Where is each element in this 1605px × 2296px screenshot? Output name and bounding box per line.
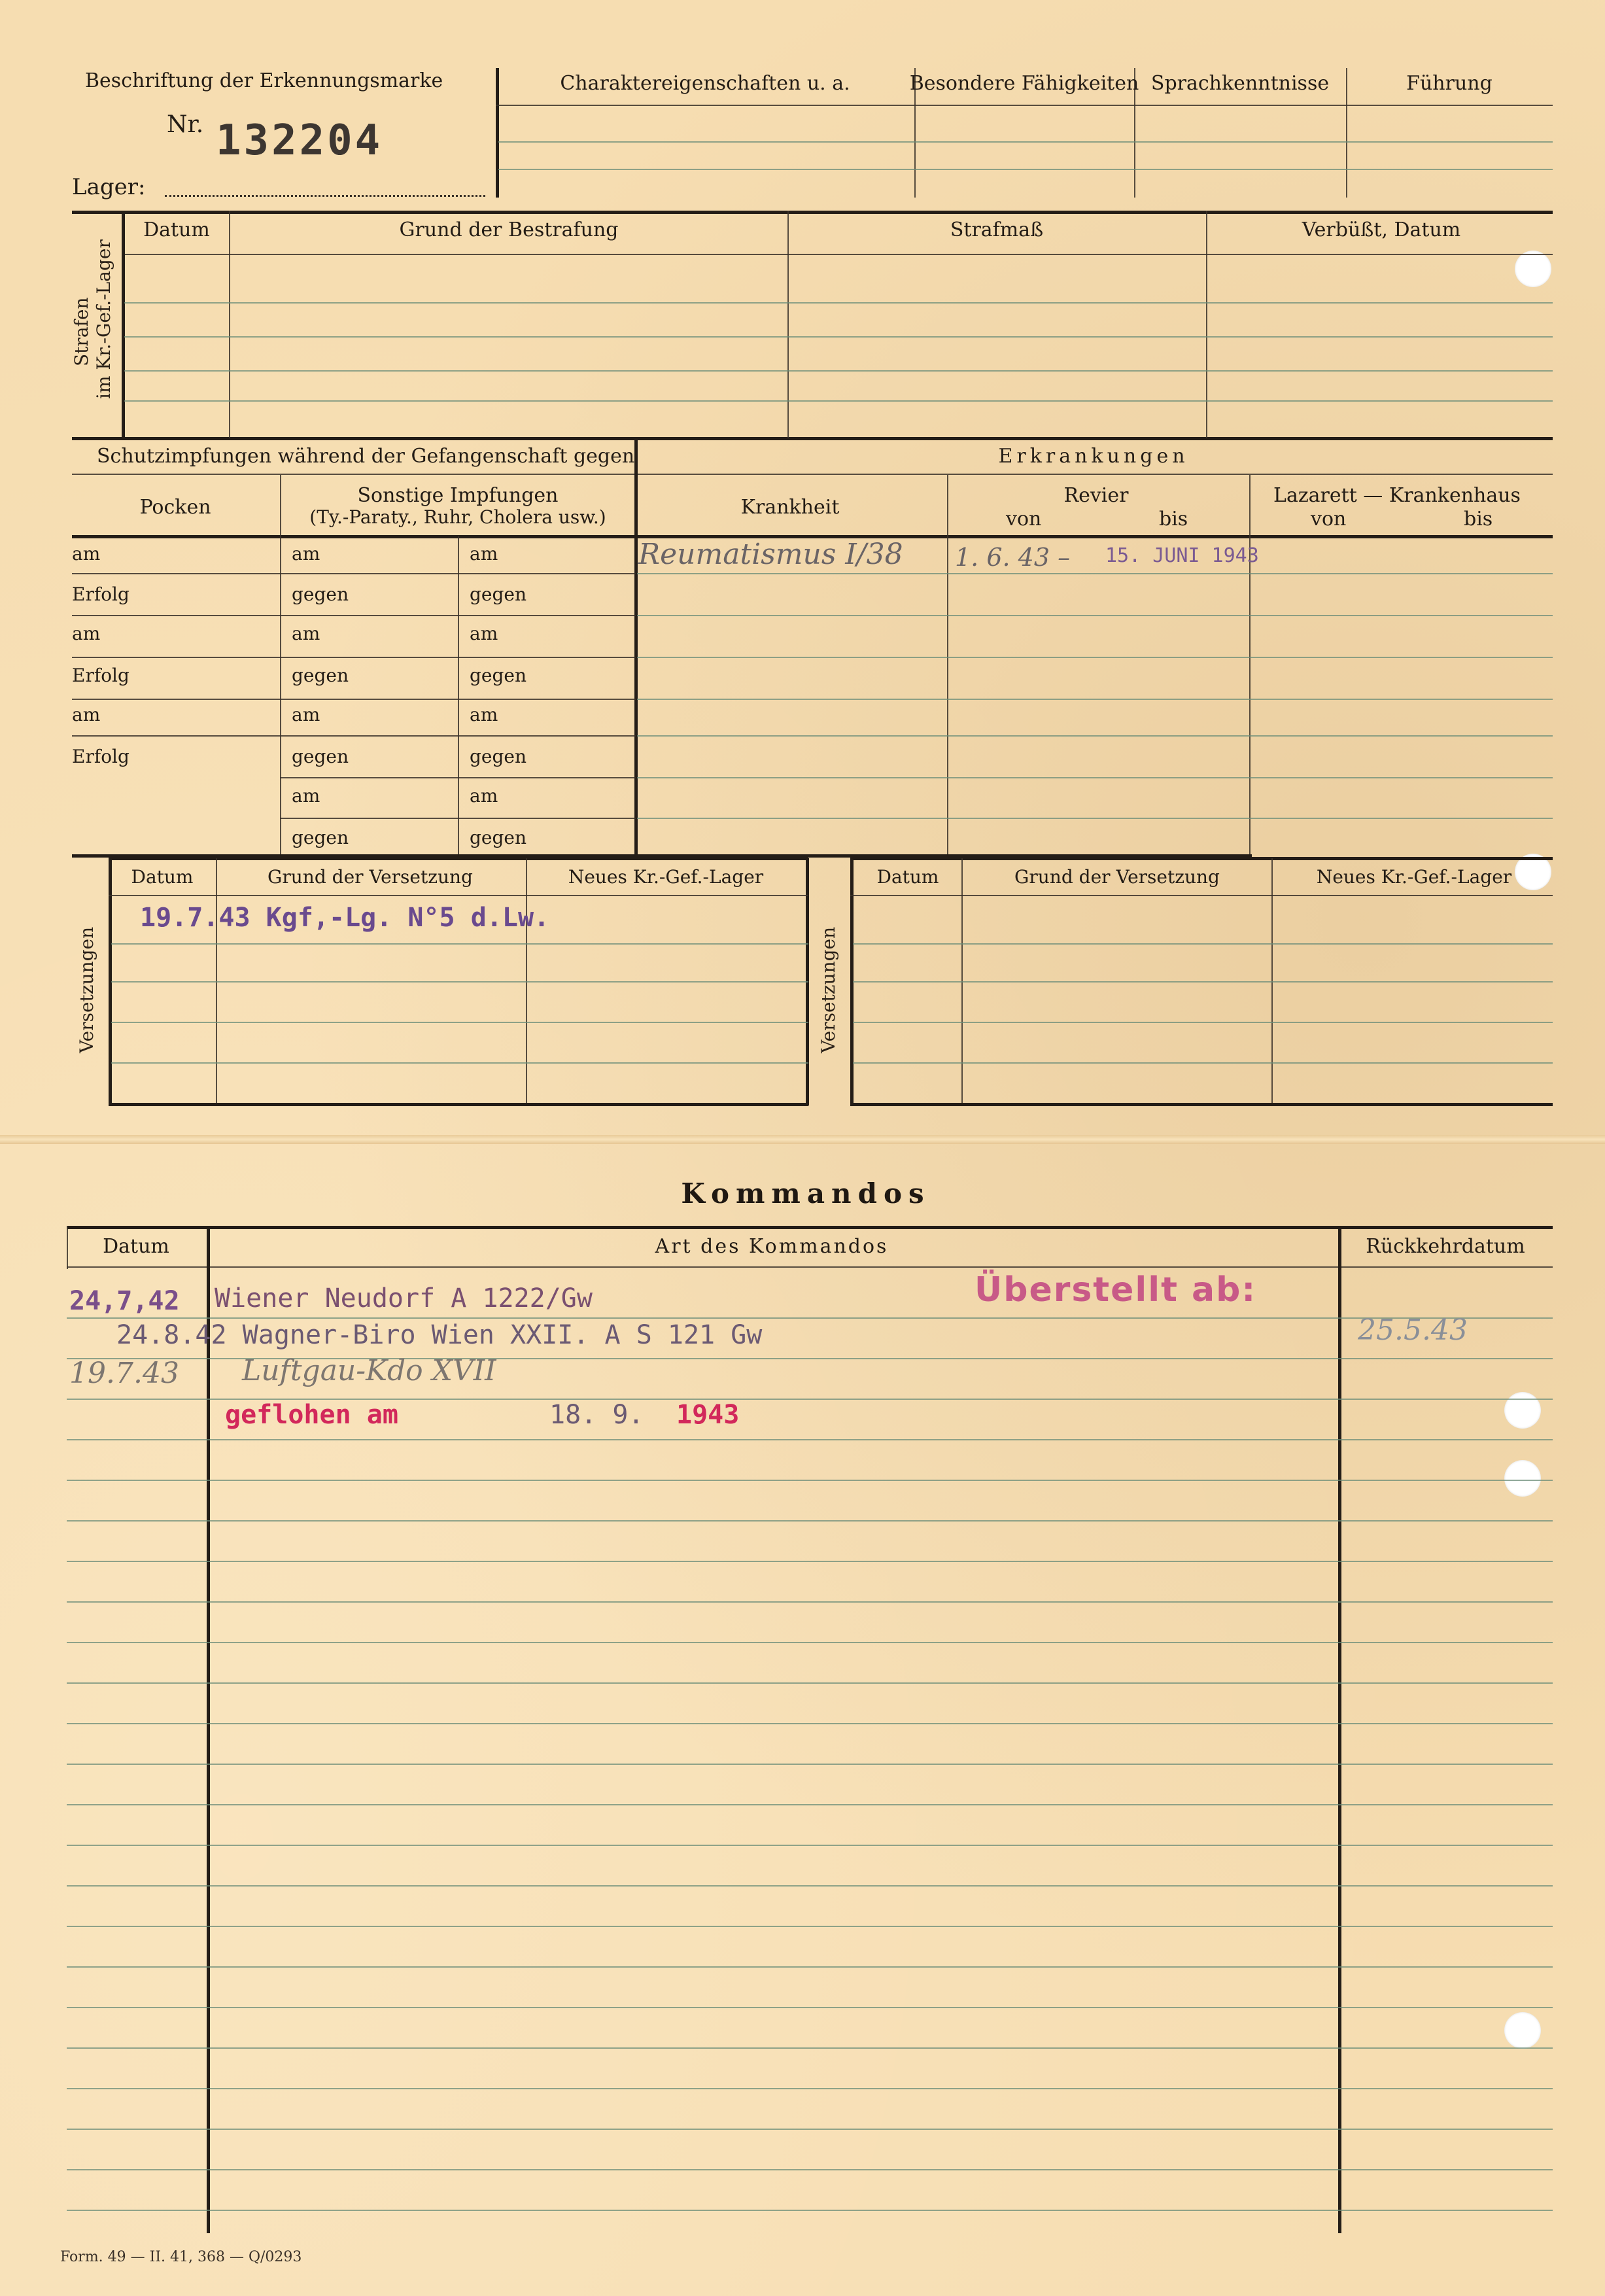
impfungen-col-pocken: Pocken	[139, 496, 211, 519]
kommando-row2-text: 24.8.42 Wagner-Biro Wien XXII. A S 121 Gw	[116, 1320, 763, 1350]
versetzungen-side-label-left: Versetzungen	[76, 926, 97, 1053]
kommandos-col-art: Art des Kommandos	[655, 1235, 889, 1258]
punch-hole	[1504, 1392, 1541, 1429]
vers-col-datum-2: Datum	[876, 866, 939, 888]
vers-col-grund: Grund der Versetzung	[268, 866, 473, 888]
versetzungen-side-label-right: Versetzungen	[818, 926, 839, 1053]
erkrankungen-col-krankheit: Krankheit	[740, 496, 840, 519]
punch-hole	[1504, 1460, 1541, 1497]
col-fuehrung: Führung	[1406, 72, 1493, 95]
strafen-col-strafmass: Strafmaß	[950, 218, 1044, 241]
nr-label: Nr.	[167, 111, 204, 138]
sonstige-row: am	[292, 623, 320, 644]
pocken-row: am	[72, 623, 101, 644]
erkrankungen-col-lazarett: Lazarett — Krankenhaus	[1273, 484, 1521, 507]
strafen-side-label-2: im Kr.-Gef.-Lager	[93, 239, 114, 399]
kommandos-title: Kommandos	[681, 1177, 931, 1209]
kommandos-col-rueckkehr: Rückkehrdatum	[1366, 1235, 1525, 1258]
strafen-col-datum: Datum	[143, 218, 210, 241]
kommando-row4-year: 1943	[676, 1400, 740, 1430]
lazarett-bis: bis	[1464, 508, 1493, 531]
vers-col-neues: Neues Kr.-Gef.-Lager	[568, 866, 764, 888]
revier-bis: bis	[1159, 508, 1188, 531]
sonstige-row-2: gegen	[470, 665, 527, 686]
vers-col-datum: Datum	[131, 866, 194, 888]
sonstige-row-2: am	[470, 704, 498, 725]
sonstige-row-2: gegen	[470, 583, 527, 605]
vers-col-neues-2: Neues Kr.-Gef.-Lager	[1316, 866, 1512, 888]
pocken-row: am	[72, 704, 101, 725]
tag-number: 132204	[216, 116, 383, 165]
sonstige-row: am	[292, 785, 320, 807]
col-faehigkeiten: Besondere Fähigkeiten	[909, 72, 1139, 95]
sonstige-row-2: am	[470, 785, 498, 807]
col-sprachen: Sprachkenntnisse	[1150, 72, 1330, 95]
sonstige-row-2: am	[470, 623, 498, 644]
lazarett-von: von	[1311, 508, 1347, 531]
sonstige-row-2: gegen	[470, 746, 527, 767]
strafen-side-label-1: Strafen	[71, 297, 92, 366]
impfungen-col-sonstige: Sonstige Impfungen	[357, 484, 559, 507]
revier-von-entry: 1. 6. 43 –	[955, 543, 1071, 572]
krankheit-entry: Reumatismus I/38	[638, 538, 903, 571]
pocken-row: Erfolg	[72, 665, 129, 686]
kommando-row4-date: 18. 9.	[549, 1400, 644, 1430]
kommando-row3-datum: 19.7.43	[69, 1357, 179, 1390]
sonstige-row-2: am	[470, 543, 498, 565]
lager-field	[165, 195, 485, 197]
impfungen-col-sonstige-sub: (Ty.-Paraty., Ruhr, Cholera usw.)	[309, 506, 606, 528]
impfungen-title: Schutzimpfungen während der Gefangenschaft gegen	[97, 445, 635, 468]
pocken-row: Erfolg	[72, 583, 129, 605]
revier-von: von	[1006, 508, 1042, 531]
tag-label: Beschriftung der Erkennungsmarke	[85, 69, 443, 92]
vers-col-grund-2: Grund der Versetzung	[1014, 866, 1220, 888]
strafen-col-verbuesst: Verbüßt, Datum	[1302, 218, 1461, 241]
pocken-row: Erfolg	[72, 746, 129, 767]
ueberstellt-stamp: Überstellt ab:	[975, 1270, 1257, 1310]
col-charakter: Charaktereigenschaften u. a.	[560, 72, 850, 95]
sonstige-row-2: gegen	[470, 827, 527, 848]
kommando-row3-text: Luftgau-Kdo XVII	[242, 1354, 496, 1387]
strafen-col-grund: Grund der Bestrafung	[399, 218, 619, 241]
punch-hole	[1504, 2012, 1541, 2049]
sonstige-row: gegen	[292, 746, 349, 767]
erkrankungen-title: Erkrankungen	[998, 445, 1189, 468]
kommandos-col-datum: Datum	[103, 1235, 169, 1258]
sonstige-row: am	[292, 543, 320, 565]
form-code: Form. 49 — II. 41, 368 — Q/0293	[60, 2249, 302, 2265]
sonstige-row: am	[292, 704, 320, 725]
lager-label: Lager:	[72, 174, 146, 200]
erkrankungen-col-revier: Revier	[1063, 484, 1129, 507]
paper-fold	[0, 1135, 1605, 1144]
rueckkehr-value: 25.5.43	[1358, 1313, 1468, 1347]
versetzung-entry: 19.7.43 Kgf,-Lg. N°5 d.Lw.	[140, 903, 550, 933]
pocken-row: am	[72, 543, 101, 565]
revier-bis-stamp: 15. JUNI 1943	[1105, 544, 1259, 567]
sonstige-row: gegen	[292, 665, 349, 686]
kommando-row4-text: geflohen am	[225, 1400, 398, 1430]
kommando-row1-text: Wiener Neudorf A 1222/Gw	[215, 1283, 593, 1313]
sonstige-row: gegen	[292, 827, 349, 848]
punch-hole	[1515, 251, 1551, 287]
kommando-row1-datum: 24,7,42	[69, 1286, 180, 1316]
sonstige-row: gegen	[292, 583, 349, 605]
